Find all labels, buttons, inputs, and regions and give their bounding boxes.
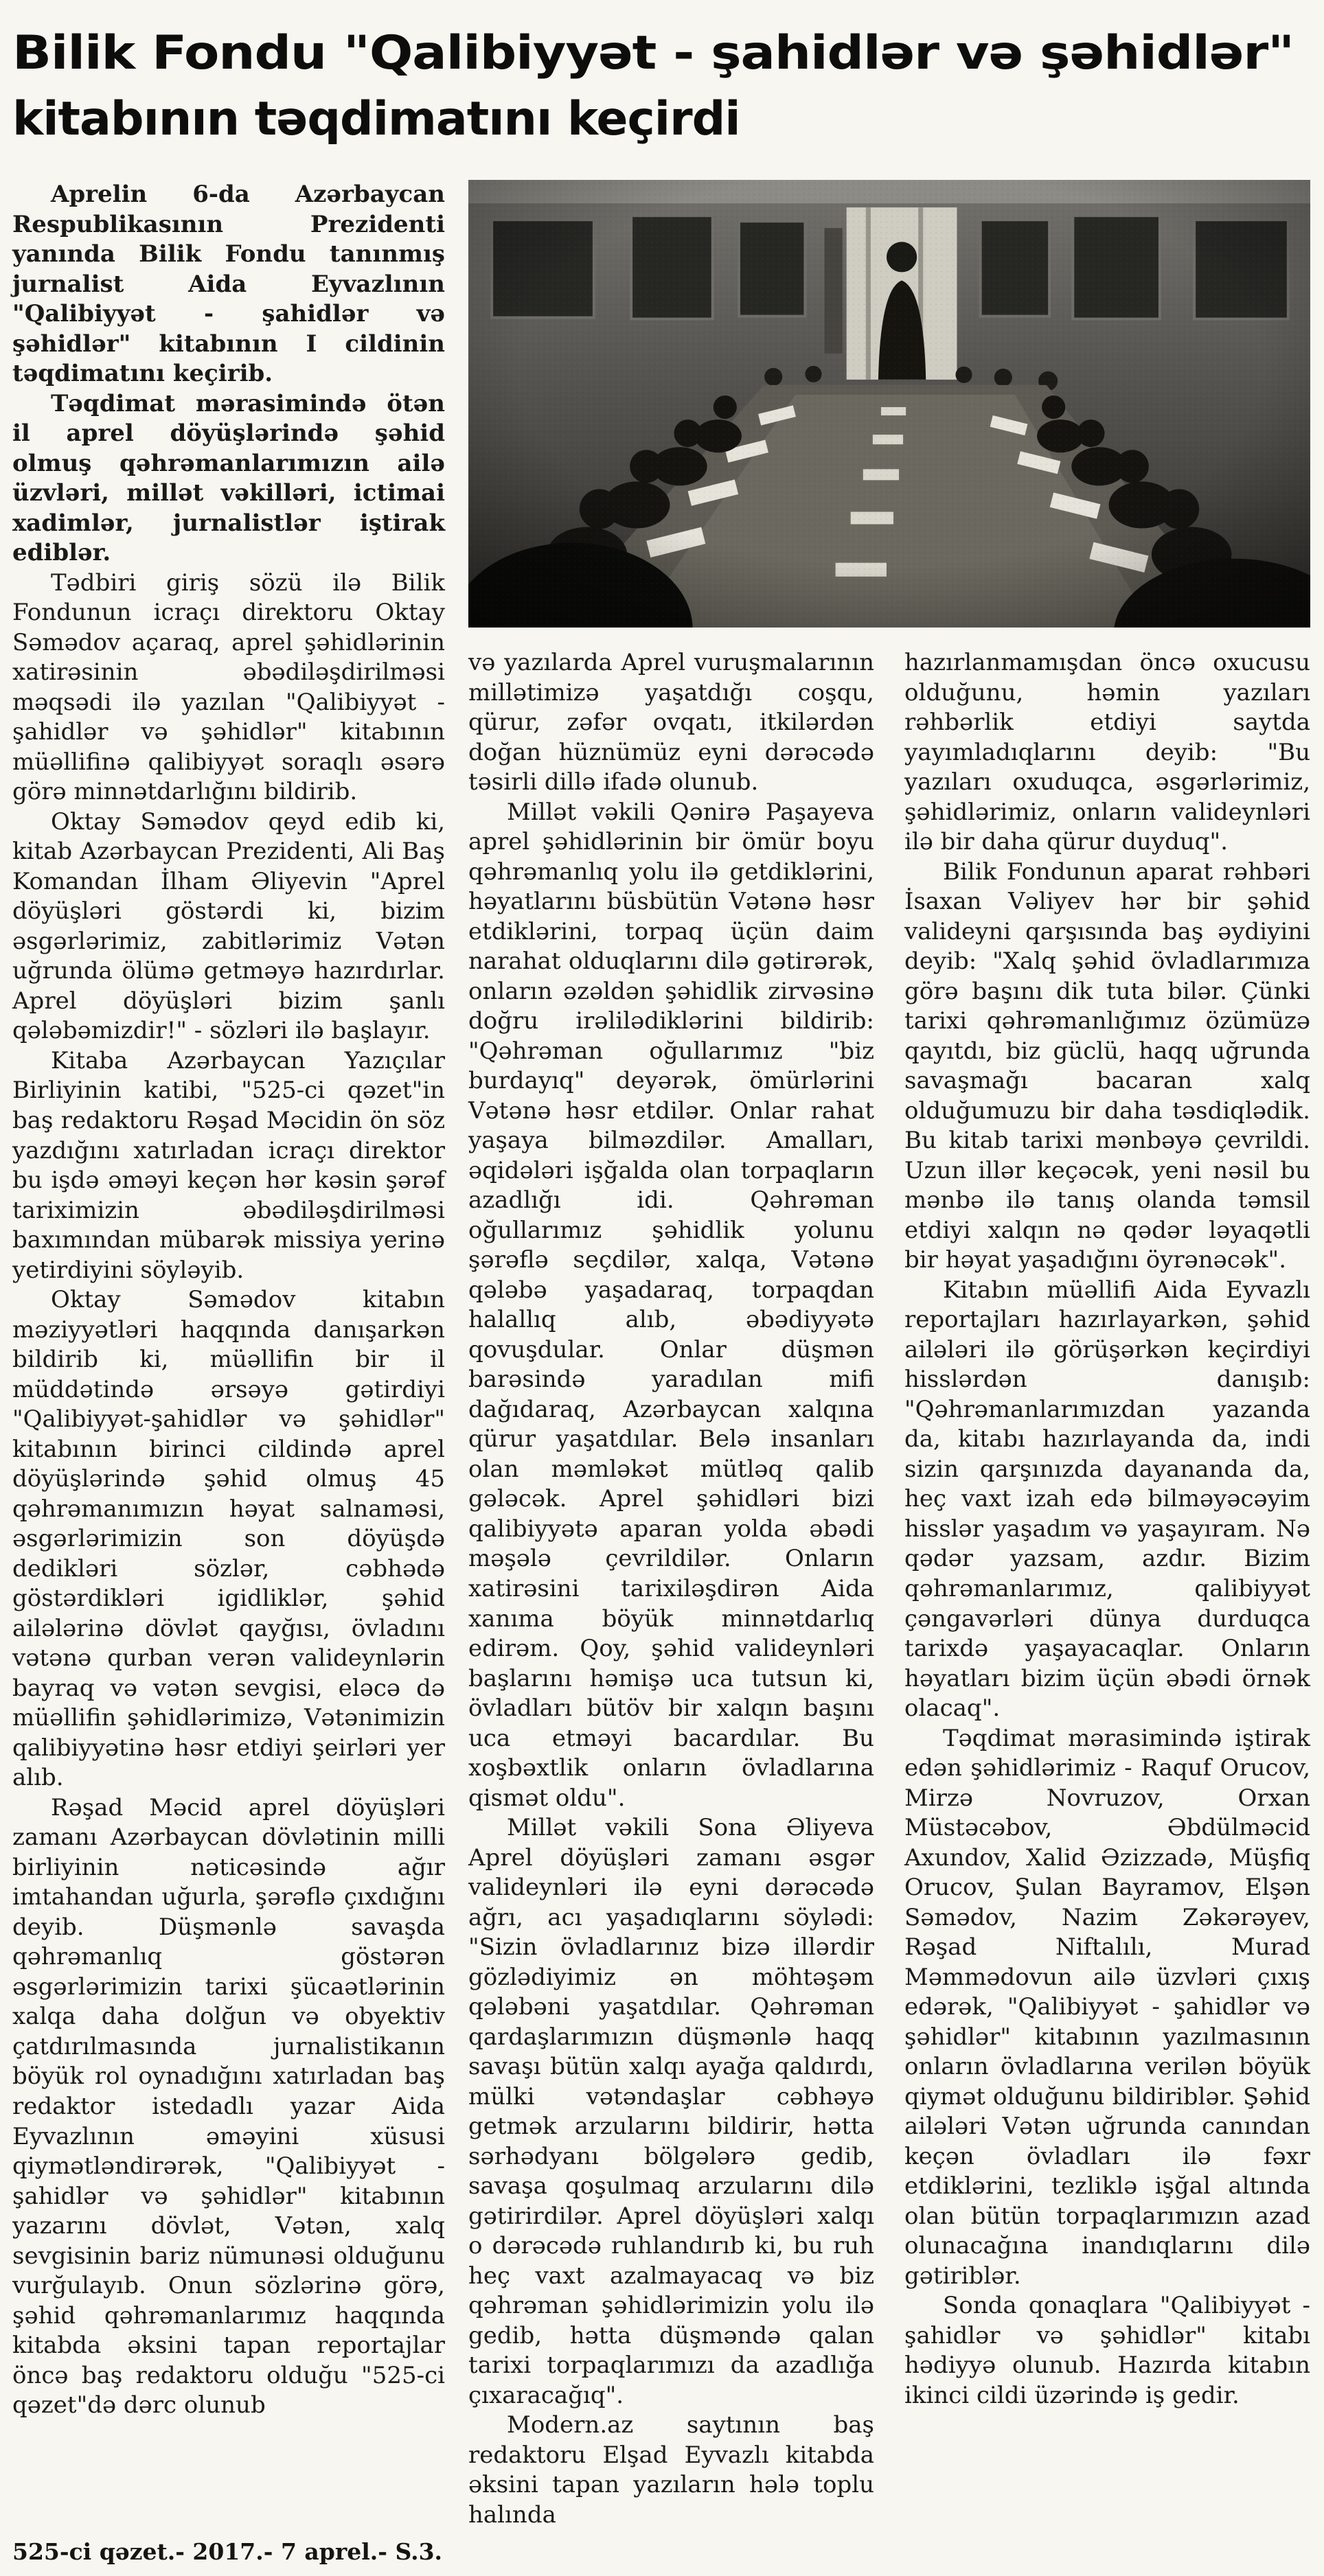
headline-line-1: Bilik Fondu "Qalibiyyət - şahidlər və şəhidlər": [12, 26, 1294, 80]
lower-columns: [468, 648, 1310, 2530]
source-citation: 525-ci qəzet.- 2017.- 7 aprel.- S.3.: [12, 2538, 443, 2565]
paragraph: Bilik Fondunun aparat rəhbəri İsaxan Vəliyev hər bir şəhid valideyni qarşısında baş əydiyini deyib: "Xalq şəhid övladlarımıza görə başını dik tuta bilər. Çünki tarixi qəhrəmanlığımız özümüzə qayıtdı, biz güclü, haqq uğrunda savaşmağı bacaran xalq olduğumuzu bir daha təsdiqlədik. Bu kitab tarixi mənbəyə çevrildi. Uzun illər keçəcək, yeni nəsil bu mənbə ilə tanış olanda təmsil etdiyi xalqın nə qədər ləyaqətli bir həyat yaşadığını öyrənəcək".: [904, 858, 1310, 1274]
paragraph: Kitaba Azərbaycan Yazıçılar Birliyinin katibi, "525-ci qəzet"in baş redaktoru Rəşad Məcidin ön söz yazdığını xatırladan icraçı direktor bu işdə əməyi keçən hər kəsin şərəf tariximizin əbədiləşdirilməsi baxımından mübarək missiya yerinə yetirdiyini söyləyib.: [12, 1046, 445, 1284]
article-right-area: [468, 180, 1310, 2530]
paragraph: Aprelin 6-da Azərbaycan Respublikasının Prezidenti yanında Bilik Fondu tanınmış jurnalist Aida Eyvazlının "Qalibiyyət - şahidlər və şəhidlər" kitabının I cildinin təqdimatını keçirib.: [12, 181, 445, 388]
paragraph: Tədbiri giriş sözü ilə Bilik Fondunun icraçı direktoru Oktay Səmədov açaraq, aprel şəhidlərinin xatirəsinin əbədiləşdirilməsi məqsədi ilə yazılan "Qalibiyyət - şahidlər və şəhidlər" kitabının müəllifinə qalibiyyət soraqlı əsərə görə minnətdarlığını bildirib.: [12, 568, 445, 806]
headline: [12, 18, 1310, 152]
article-column-2: [468, 648, 874, 2530]
conference-photo-illustration: [468, 180, 1310, 628]
conference-photo: [468, 180, 1310, 628]
paragraph: Rəşad Məcid aprel döyüşləri zamanı Azərbaycan dövlətinin milli birliyinin nəticəsində ağır imtahandan uğurla, şərəflə çıxdığını deyib. Düşmənlə savaşda qəhrəmanlıq göstərən əsgərlərimizin tarixi şücaətlərinin xalqa daha dolğun və obyektiv çatdırılmasında jurnalistikanın böyük rol oynadığını xatırladan baş redaktor istedadlı yazar Aida Eyvazlının əməyini xüsusi qiymətləndirərək, "Qalibiyyət - şahidlər və şəhidlər" kitabının yazarını dövlət, Vətən, xalq sevgisinin bariz nümunəsi olduğunu vurğulayıb. Onun sözlərinə görə, şəhid qəhrəmanlarımız haqqında kitabda əksini tapan reportajlar öncə baş redaktoru olduğu "525-ci qəzet"də dərc olunub: [12, 1793, 445, 2419]
paragraph: Modern.az saytının baş redaktoru Elşad Eyvazlı kitabda əksini tapan yazıların hələ toplu halında: [468, 2411, 874, 2529]
headline-line-2: kitabının təqdimatını keçirdi: [12, 92, 740, 146]
paragraph: Millət vəkili Sona Əliyeva Aprel döyüşləri zamanı əsgər valideynləri ilə eyni dərəcədə ağrı, acı yaşadıqlarını söylədi: "Sizin övladlarınız bizə illərdir gözlədiyimiz ən möhtəşəm qələbəni yaşatdılar. Qəhrəman qardaşlarımızın düşmənlə haqq savaşı bütün xalqı ayağa qaldırdı, mülki vətəndaşlar cəbhəyə getmək arzularını bildirir, hətta sərhədyanı bölgələrə gedib, savaşa qoşulmaq arzularını dilə gətirirdilər. Aprel döyüşləri xalqı o dərəcədə ruhlandırıb ki, bu ruh heç vaxt azalmayacaq və biz qəhrəman şəhidlərimizin yolu ilə gedib, hətta düşməndə qalan tarixi torpaqlarımızı da azadlığa çıxaracağıq".: [468, 1814, 874, 2409]
paragraph: hazırlanmamışdan öncə oxucusu olduğunu, həmin yazıları rəhbərlik etdiyi saytda yayımladıqlarını deyib: "Bu yazıları oxuduqca, əsgərlərimiz, şəhidlərimiz, onların valideynləri ilə bir daha qürur duyduq".: [904, 649, 1310, 856]
paragraph: Oktay Səmədov kitabın məziyyətləri haqqında danışarkən bildirib ki, müəllifin bir il müddətində ərsəyə gətirdiyi "Qalibiyyət-şahidlər və şəhidlər" kitabının birinci cildində aprel döyüşlərində şəhid olmuş 45 qəhrəmanımızın həyat salnaməsi, əsgərlərimizin son döyüşdə dedikləri sözlər, cəbhədə göstərdikləri igidliklər, şəhid ailələrinə dövlət qayğısı, övladını vətənə qurban verən valideynlərin bayraq və vətən sevgisi, eləcə də müəllifin şəhidlərimizə, Vətənimizin qalibiyyətinə həsr etdiyi şeirləri yer alıb.: [12, 1286, 445, 1792]
article-column-3: [904, 648, 1310, 2530]
paragraph: Millət vəkili Qənirə Paşayeva aprel şəhidlərinin bir ömür boyu qəhrəmanlıq yolu ilə getdiklərini, həyatlarını büsbütün Vətənə həsr etdiklərini, torpaq üçün daim narahat olduqlarını dilə gətirərək, onların əzəldən şəhidlik zirvəsinə doğru irəlilədiklərini bildirib: "Qəhrəman oğullarımız "biz burdayıq" deyərək, ömürlərini Vətənə həsr etdilər. Onlar rahat yaşaya bilməzdilər. Amalları, əqidələri işğalda olan torpaqların azadlığı idi. Qəhrəman oğullarımız şəhidlik yolunu şərəflə seçdilər, xalqa, Vətənə qələbə yaşadaraq, torpaqdan halallıq alıb, əbədiyyətə qovuşdular. Onlar düşmən barəsində yaradılan mifi dağıdaraq, Azərbaycan xalqına qürur yaşatdılar. Belə insanları olan məmləkət mütləq qalib gələcək. Aprel şəhidləri bizi qalibiyyətə aparan yolda əbədi məşələ çevrildilər. Onların xatirəsini tarixiləşdirən Aida xanıma böyük minnətdarlıq edirəm. Qoy, şəhid valideynləri başlarını həmişə uca tutsun ki, övladları bütöv bir xalqın başını uca etməyi bacardılar. Bu xoşbəxtlik onların övladlarına qismət oldu".: [468, 798, 874, 1812]
paragraph: Sonda qonaqlara "Qalibiyyət - şahidlər və şəhidlər" kitabı hədiyyə olunub. Hazırda kitabın ikinci cildi üzərində iş gedir.: [904, 2292, 1310, 2409]
paragraph: Oktay Səmədov qeyd edib ki, kitab Azərbaycan Prezidenti, Ali Baş Komandan İlham Əliyevin "Aprel döyüşləri göstərdi ki, bizim əsgərlərimiz, zabitlərimiz Vətən uğrunda ölümə getməyə hazırdırlar. Aprel döyüşləri bizim şanlı qələbəmizdir!" - sözləri ilə başlayır.: [12, 807, 445, 1045]
article-body: [12, 180, 1310, 2530]
paragraph: Kitabın müəllifi Aida Eyvazlı reportajları hazırlayarkən, şəhid ailələri ilə görüşərkən keçirdiyi hisslərdən danışıb: "Qəhrəmanlarımızdan yazanda da, kitabı hazırlayanda da, indi sizin qarşınızda dayananda da, heç vaxt izah edə bilməyəcəyim hisslər yaşadım və yaşayıram. Nə qədər yazsam, azdır. Bizim qəhrəmanlarımız, qalibiyyət çəngavərləri dünya durduqca tarixdə yaşayacaqlar. Onların həyatları bizim üçün əbədi örnək olacaq".: [904, 1276, 1310, 1723]
article-column-1: [12, 180, 445, 2421]
paragraph: Təqdimat mərasimində ötən il aprel döyüşlərində şəhid olmuş qəhrəmanlarımızın ailə üzvləri, millət vəkilləri, ictimai xadimlər, jurnalistlər iştirak ediblər.: [12, 389, 445, 567]
paragraph: Təqdimat mərasimində iştirak edən şəhidlərimiz - Raquf Orucov, Mirzə Novruzov, Orxan Müstəcəbov, Əbdülməcid Axundov, Xalid Əzizzadə, Müşfiq Orucov, Şulan Bayramov, Elşən Səmədov, Nazim Zəkərəyev, Rəşad Niftalılı, Murad Məmmədovun ailə üzvləri çıxış edərək, "Qalibiyyət - şahidlər və şəhidlər" kitabının yazılmasının onların övladlarına verilən böyük qiymət olduğunu bildiriblər. Şəhid ailələri Vətən uğrunda canından keçən övladları ilə fəxr etdiklərini, tezliklə işğal altında olan bütün torpaqlarımızın azad olunacağına inandıqlarını dilə gətiriblər.: [904, 1724, 1310, 2290]
paragraph: və yazılarda Aprel vuruşmalarının millətimizə yaşatdığı coşqu, qürur, zəfər ovqatı, itkilərdən doğan hüznümüz eyni dərəcədə təsirli dillə ifadə olunub.: [468, 649, 874, 796]
